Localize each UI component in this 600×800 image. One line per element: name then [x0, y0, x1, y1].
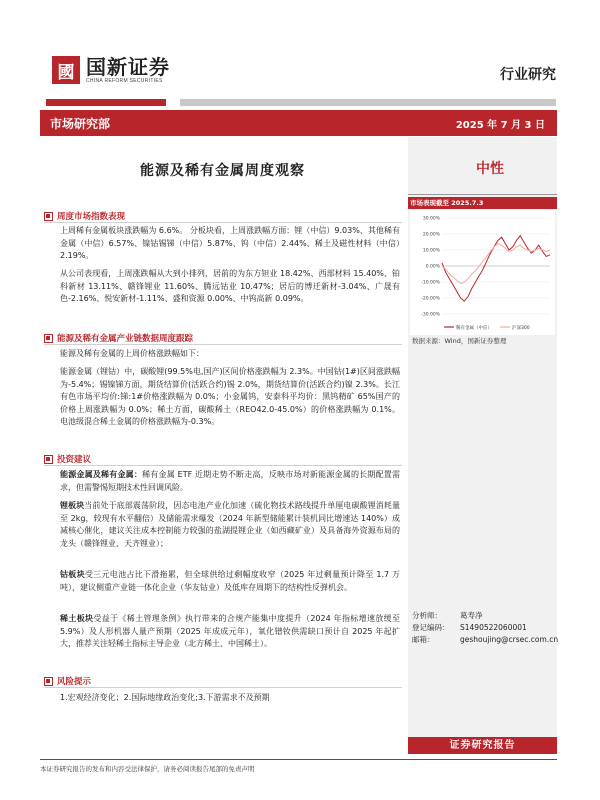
section-bullet-icon: [44, 212, 53, 221]
advice-paragraph-rare-earth: 稀土板块受益于《稀土管理条例》执行带来的合规产能集中度提升（2024 年指标增速放缓至 5.9%）及人形机器人量产预期（2025 年成成元年），氧化镨钕供需缺口预计自 2025 年起扩大，推荐关注轻稀土指标主导企业（北方稀土、中国稀土）。: [60, 614, 401, 648]
report-date: 2025 年 7 月 3 日: [455, 119, 545, 131]
chart-ytick-label: -20.00%: [421, 296, 440, 302]
department-name: 市场研究部: [50, 116, 111, 131]
tracking-paragraph-2: 能源金属（锂钴）中，碳酸锂(99.5%电,国产)区间价格涨跌幅为 2.3%。中国钴(1#)区间涨跌幅为-5.4%；锡镍锑方面，期货结算价(活跃合约)锡 2.0%，期货结算价(活跃合约)镍 2.3%。长江有色市场平均价:锑:1#价格涨跌幅为 0.0%；小金属钨，安泰科平均价：黑钨精矿 65%国产的价格上周涨跌幅为 0.0%；稀土方面，碳酸稀土（REO42.0-45.0%）的价格涨跌幅为 0.1%。电池级混合稀土金属的价格涨跌幅为-0.3%。: [60, 367, 400, 426]
analyst-name: 葛寿净: [460, 611, 483, 620]
section-divider: [44, 344, 402, 345]
chart-series-line-2: [442, 244, 550, 284]
logo-name: 国新证券: [86, 55, 170, 79]
rating-label: 中性: [476, 161, 504, 177]
email-label: 邮箱：: [412, 635, 435, 644]
section-bullet-icon: [44, 455, 53, 464]
company-logo: [52, 56, 170, 84]
advice-paragraph-lithium: 锂板块当前处于底部震荡阶段，因态电池产业化加速（硫化物技术路线提升单厘电碳酸锂消耗量至 2kg，较现有水平翻倍）及储能需求爆发（2024 年新型储能累计装机同比增速达 140%）成减核心催化，建议关注成本控制能力较强的盐湖提锂企业（如西藏矿业）及具备海外资源布局的龙头（赣锋锂业、天齐锂业）；: [60, 501, 401, 548]
logo-name-en: CHINA REFORM SECURITIES: [86, 78, 163, 84]
market-paragraph-2: 从公司表现看，上周涨跌幅从大到小排列，居前的为东方钽业 18.42%、西部材料 15.40%、铂科新材 13.11%、赣锋锂业 11.60%、腾远钴业 10.47%；居后的博迁新材-3.04%、广晟有色-2.16%、悦安新材-1.11%、盛和资源 0.00%、中钨高新 0.09%。: [60, 269, 400, 303]
analyst-email[interactable]: geshoujing@crsec.com.cn: [460, 635, 559, 644]
chart-ytick-label: -10.00%: [421, 280, 440, 286]
chart-source: 数据来源：Wind，国新证券整理: [412, 337, 507, 345]
report-type: 行业研究: [500, 67, 556, 83]
section-divider: [44, 687, 402, 688]
sidebar-divider: [408, 194, 557, 195]
section-heading-market: 周度市场指数表现: [44, 210, 125, 222]
footer-rule: [40, 759, 557, 760]
chart-ytick-label: 20.00%: [422, 232, 440, 238]
cert-label: 登记编码：: [412, 623, 450, 632]
advice-paragraph-cobalt: 钴板块受三元电池占比下滑拖累，但全球供给过剩幅度收窄（2025 年过剩量预计降至 1.7 万吨），建议侧重产业链一体化企业（华友钴业）及低库存周期下的结构性反弹机会。: [60, 570, 400, 592]
report-badge: 证券研究报告: [408, 737, 557, 754]
header-rule-grey: [180, 99, 556, 106]
analyst-info: [412, 610, 558, 646]
risk-paragraph: 1.宏观经济变化；2.国际地缘政治变化;3.下游需求不及预期: [60, 693, 270, 702]
chart-ytick-label: 30.00%: [422, 216, 440, 222]
legend-label-series2: 沪深300: [512, 326, 530, 331]
disclaimer-footer: 本证券研究报告的发布和内容受法律保护，请务必阅读报告尾部的免责声明: [40, 765, 255, 773]
page-title: 能源及稀有金属周度观察: [140, 163, 305, 179]
market-paragraph-1: 上周稀有金属板块涨跌幅为 6.6%。 分板块看，上周涨跌幅方面：锂（中信）9.03%、其他稀有金属（中信）6.57%、镍钴锡锑（中信）5.87%、钨（中信）2.44%、稀土及磁性材料（中信）2.19%。: [60, 226, 400, 260]
section-bullet-icon: [44, 677, 53, 686]
department-banner: [40, 110, 557, 136]
advice-paragraph-1: 能源金属及稀有金属：稀有金属 ETF 近期走势不断走高，反映市场对新能源金属的长期配置需求，但需警惕短期技术性回调风险。: [60, 470, 400, 492]
header-rule-red: [46, 99, 166, 106]
section-divider: [44, 222, 402, 223]
analyst-label: 分析师：: [412, 611, 442, 620]
chart-ytick-label: 10.00%: [422, 248, 440, 254]
performance-chart-svg: [410, 210, 555, 335]
chart-caption: 市场表现截至 2025.7.3: [408, 197, 557, 209]
logo-mark: 國: [52, 56, 80, 84]
chart-ytick-label: 0.00%: [425, 264, 440, 270]
performance-chart: [410, 210, 555, 335]
section-heading-advice: 投资建议: [44, 453, 91, 465]
section-heading-tracking: 能源及稀有金属产业链数据周度跟踪: [44, 332, 193, 344]
section-divider: [44, 465, 402, 466]
section-heading-risk: 风险提示: [44, 675, 91, 687]
legend-label-series1: 稀有金属（中信）: [456, 326, 492, 331]
tracking-paragraph-1: 能源及稀有金属的上周价格涨跌幅如下：: [60, 349, 204, 358]
cert-number: S1490522060001: [460, 623, 527, 632]
chart-ytick-label: -30.00%: [421, 312, 440, 318]
section-bullet-icon: [44, 334, 53, 343]
